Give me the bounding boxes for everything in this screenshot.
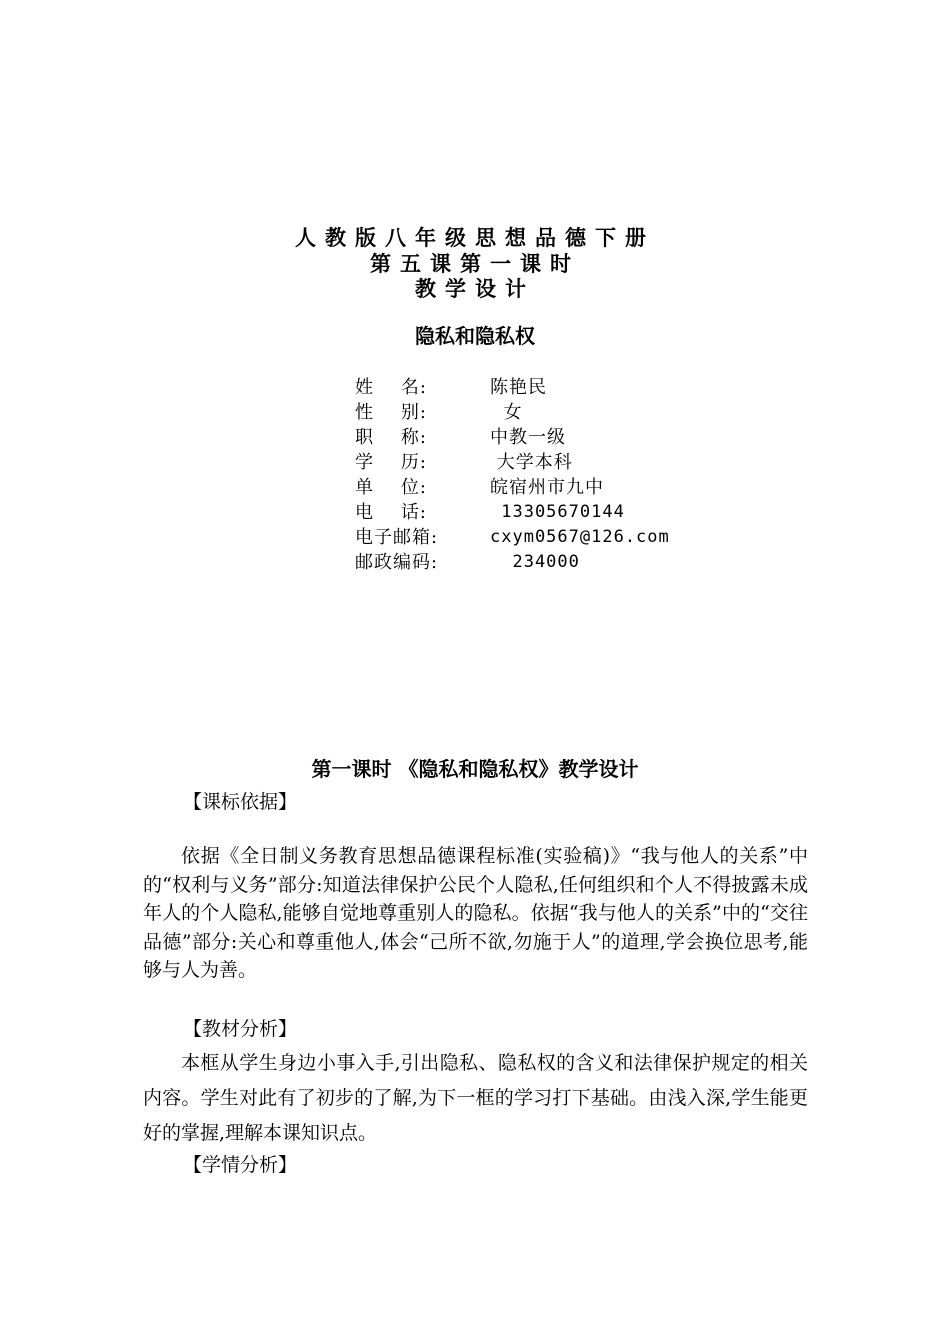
info-label: 职 称: (355, 427, 427, 448)
info-label: 学 历: (355, 452, 427, 473)
cover-title-line2: 第五课第一课时 (370, 252, 580, 276)
info-value: 234000 (490, 552, 580, 572)
info-label: 性 别: (355, 402, 427, 423)
info-row-phone (340, 500, 760, 525)
lesson-title: 第一课时 《隐私和隐私权》教学设计 (311, 757, 639, 781)
info-row-unit (340, 475, 760, 500)
info-value: 13305670144 (490, 502, 625, 522)
info-value: 中教一级 (490, 427, 566, 448)
info-row-education (340, 450, 760, 475)
info-row-email (340, 525, 760, 550)
cover-subtitle: 隐私和隐私权 (415, 324, 535, 348)
info-value: 陈艳民 (490, 377, 547, 398)
info-value: 皖宿州市九中 (490, 477, 604, 498)
info-row-postcode (340, 550, 760, 575)
author-info-block (340, 375, 760, 575)
section-paragraph-curriculum: 依据《全日制义务教育思想品德课程标准(实验稿)》“我与他人的关系”中的“权利与义务”部分:知道法律保护公民个人隐私,任何组织和个人不得披露未成年人的个人隐私,能够自觉地尊重别人的隐私。依据“我与他人的关系”中的“交往品德”部分:关心和尊重他人,体会“己所不欲,勿施于人”的道理,学会换位思考,能够与人为善。 (143, 845, 808, 982)
section-heading-students: 【学情分析】 (183, 1154, 298, 1176)
info-label: 电子邮箱: (355, 527, 439, 548)
info-row-title (340, 425, 760, 450)
section-paragraph-textbook: 本框从学生身边小事入手,引出隐私、隐私权的含义和法律保护规定的相关内容。学生对此有了初步的了解,为下一框的学习打下基础。由浅入深,学生能更好的掌握,理解本课知识点。 (143, 1052, 808, 1144)
section-heading-curriculum: 【课标依据】 (183, 791, 298, 813)
info-label: 单 位: (355, 477, 427, 498)
cover-title-line3: 教学设计 (415, 277, 535, 301)
info-label: 姓 名: (355, 377, 427, 398)
info-row-name (340, 375, 760, 400)
info-value: 女 (490, 402, 523, 423)
info-label: 电 话: (355, 502, 427, 523)
info-value: 大学本科 (490, 452, 573, 473)
info-row-gender (340, 400, 760, 425)
info-value: cxym0567@126.com (490, 527, 670, 547)
section-heading-textbook: 【教材分析】 (183, 1018, 298, 1040)
cover-title-line1: 人教版八年级思想品德下册 (295, 226, 655, 250)
info-label: 邮政编码: (355, 552, 439, 573)
